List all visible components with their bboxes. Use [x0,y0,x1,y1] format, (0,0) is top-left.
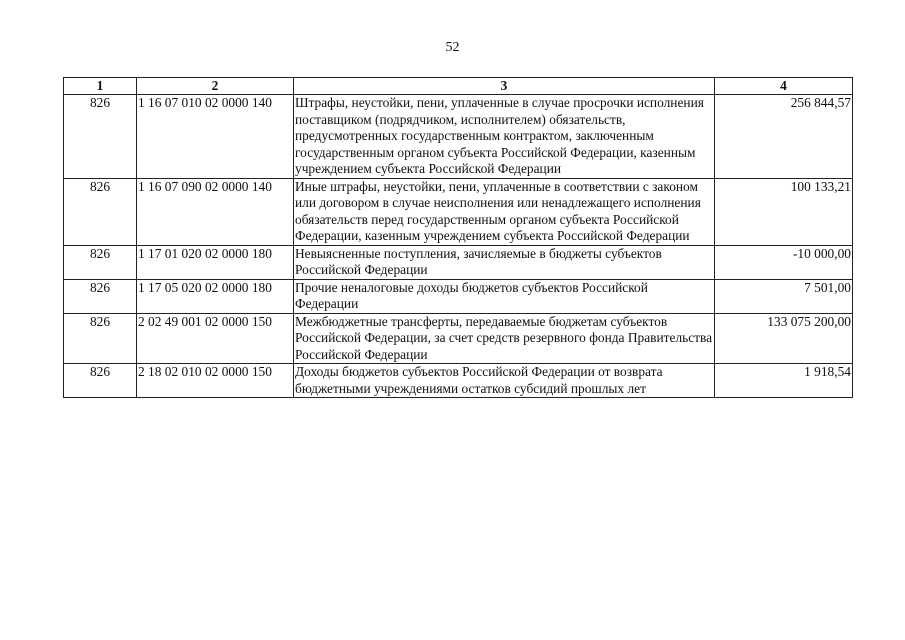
amount-cell: 1 918,54 [715,364,853,398]
page-number: 52 [445,40,460,55]
table-row [64,279,853,313]
amount-cell: 256 844,57 [715,95,853,179]
revenue-name-cell: Иные штрафы, неустойки, пени, уплаченные в соответствии с законом или договором в случае неисполнения или ненадлежащего исполнения обязательств перед государственным органом субъекта Российской Федерации, казенным учреждением субъекта Российской Федерации [294,178,715,245]
column-header-4: 4 [715,78,853,95]
admin-code-cell: 826 [64,313,137,364]
amount-cell: 7 501,00 [715,279,853,313]
column-header-3: 3 [294,78,715,95]
revenue-name-cell: Доходы бюджетов субъектов Российской Федерации от возврата бюджетными учреждениями остатков субсидий прошлых лет [294,364,715,398]
table-row [64,95,853,179]
table-row [64,364,853,398]
revenue-name-cell: Штрафы, неустойки, пени, уплаченные в случае просрочки исполнения поставщиком (подрядчиком, исполнителем) обязательств, предусмотренных государственным контрактом, заключенным государственным органом субъекта Российской Федерации, казенным учреждением субъекта Российской Федерации [294,95,715,179]
column-header-1: 1 [64,78,137,95]
revenue-table [63,77,853,398]
revenue-name-cell: Межбюджетные трансферты, передаваемые бюджетам субъектов Российской Федерации, за счет средств резервного фонда Правительства Российской Федерации [294,313,715,364]
amount-cell: 100 133,21 [715,178,853,245]
admin-code-cell: 826 [64,178,137,245]
revenue-code-cell: 1 16 07 010 02 0000 140 [137,95,294,179]
revenue-name-cell: Невыясненные поступления, зачисляемые в бюджеты субъектов Российской Федерации [294,245,715,279]
amount-cell: 133 075 200,00 [715,313,853,364]
revenue-name-cell: Прочие неналоговые доходы бюджетов субъектов Российской Федерации [294,279,715,313]
table-row [64,178,853,245]
revenue-code-cell: 2 18 02 010 02 0000 150 [137,364,294,398]
revenue-code-cell: 2 02 49 001 02 0000 150 [137,313,294,364]
revenue-code-cell: 1 17 05 020 02 0000 180 [137,279,294,313]
table-row [64,313,853,364]
amount-cell: -10 000,00 [715,245,853,279]
table-row [64,245,853,279]
admin-code-cell: 826 [64,95,137,179]
column-header-2: 2 [137,78,294,95]
admin-code-cell: 826 [64,364,137,398]
admin-code-cell: 826 [64,245,137,279]
table-header-row [64,78,853,95]
revenue-code-cell: 1 16 07 090 02 0000 140 [137,178,294,245]
revenue-code-cell: 1 17 01 020 02 0000 180 [137,245,294,279]
admin-code-cell: 826 [64,279,137,313]
